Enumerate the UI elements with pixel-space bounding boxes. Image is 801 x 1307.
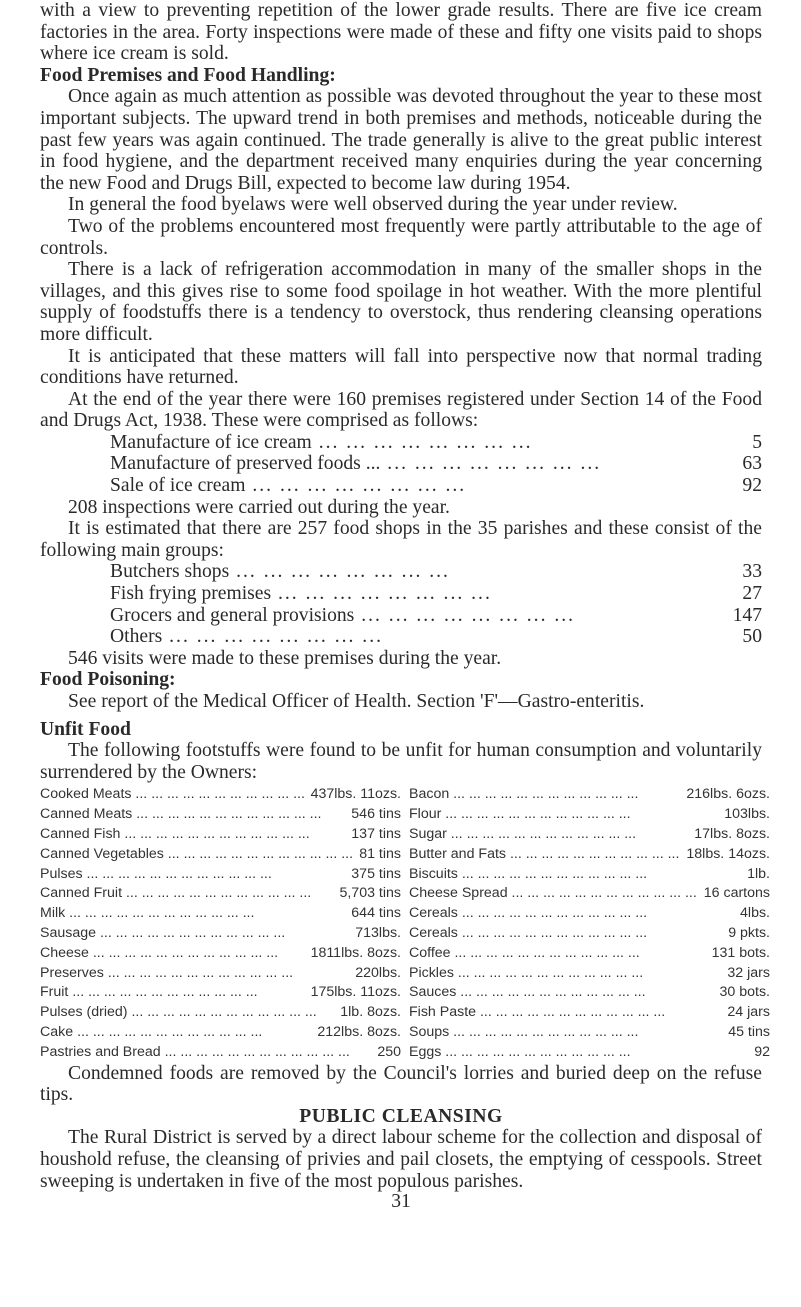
item-quantity: 250 — [373, 1043, 401, 1063]
table-row — [40, 924, 401, 944]
shop-groups-list — [40, 561, 762, 647]
table-row — [40, 1043, 401, 1063]
item-quantity: 9 pkts. — [724, 924, 770, 944]
item-quantity: 18lbs. 14ozs. — [682, 845, 770, 865]
item-name: Bacon ... . — [409, 785, 682, 805]
item-name: Canned Fruit ... . — [40, 884, 335, 904]
table-row — [409, 805, 770, 825]
unfit-food-heading: Unfit Food — [40, 718, 131, 740]
item-quantity: 175lbs. 11ozs. — [307, 983, 401, 1003]
item-name: Canned Meats ... . — [40, 805, 347, 825]
table-row — [40, 845, 401, 865]
unfit-food-left-column — [40, 785, 401, 1062]
food-premises-heading: Food Premises and Food Handling: — [40, 64, 336, 86]
food-premises-paragraph: At the end of the year there were 160 premises registered under Section 14 of the Food and Drugs Act, 1938. These were comprised as follows: — [40, 388, 762, 432]
list-item: Butchers shops ... . 33 — [40, 561, 762, 583]
unfit-food-right-column — [401, 785, 770, 1062]
list-item: Grocers and general provisions ... . 147 — [40, 605, 762, 627]
table-row — [40, 884, 401, 904]
table-row — [409, 825, 770, 845]
table-row — [409, 845, 770, 865]
item-quantity: 30 bots. — [716, 983, 770, 1003]
public-cleansing-heading: PUBLIC CLEANSING — [299, 1105, 503, 1127]
table-row — [40, 1023, 401, 1043]
list-item: Others ... . 50 — [40, 626, 762, 648]
item-name: Cheese ... . — [40, 944, 307, 964]
list-item: Manufacture of ice cream ... . 5 — [40, 432, 762, 454]
food-premises-paragraph: It is anticipated that these matters will fall into perspective now that normal trading conditions have returned. — [40, 345, 762, 389]
item-name: Cooked Meats ... . — [40, 785, 307, 805]
table-row — [409, 904, 770, 924]
table-row — [40, 805, 401, 825]
item-quantity: 437lbs. 11ozs. — [307, 785, 401, 805]
item-name: Fish Paste ... . — [409, 1003, 723, 1023]
table-row — [409, 983, 770, 1003]
food-poisoning-text: See report of the Medical Officer of Health. Section 'F'—Gastro-enteritis. — [68, 691, 645, 712]
item-quantity: 375 tins — [347, 865, 401, 885]
table-row — [409, 944, 770, 964]
item-name: Pastries and Bread ... . — [40, 1043, 373, 1063]
table-row — [40, 964, 401, 984]
table-row — [40, 825, 401, 845]
item-quantity: 644 tins — [347, 904, 401, 924]
visits-line: 546 visits were made to these premises during the year. — [68, 647, 502, 669]
table-row — [409, 865, 770, 885]
item-name: Canned Vegetables ... . — [40, 845, 355, 865]
item-quantity: 212lbs. 8ozs. — [313, 1023, 401, 1043]
item-name: Sugar ... . — [409, 825, 690, 845]
item-quantity: 103lbs. — [720, 805, 770, 825]
table-row — [40, 785, 401, 805]
item-quantity: 713lbs. — [351, 924, 401, 944]
item-name: Preserves ... . — [40, 964, 351, 984]
item-name: Eggs ... . — [409, 1043, 750, 1063]
item-quantity: 45 tins — [724, 1023, 770, 1043]
item-name: Canned Fish ... . — [40, 825, 347, 845]
list-item: Manufacture of preserved foods ... ... . 63 — [40, 453, 762, 475]
table-row — [409, 1003, 770, 1023]
table-row — [409, 884, 770, 904]
item-name: Cake ... . — [40, 1023, 313, 1043]
registered-premises-list — [40, 432, 762, 497]
public-cleansing-text: The Rural District is served by a direct labour scheme for the collection and disposal of houshold refuse, the cleansing of privies and pail closets, the emptying of cesspools. Street sweeping is undertaken in five of the most populous parishes. — [40, 1127, 762, 1192]
item-quantity: 546 tins — [347, 805, 401, 825]
shops-intro: It is estimated that there are 257 food shops in the 35 parishes and these consist of the following main groups: — [40, 518, 762, 561]
food-poisoning-heading: Food Poisoning: — [40, 669, 176, 691]
item-name: Soups ... . — [409, 1023, 724, 1043]
food-premises-paragraph: Two of the problems encountered most frequently were partly attributable to the age of controls. — [40, 215, 762, 259]
unfit-food-intro: The following footstuffs were found to be unfit for human consumption and voluntarily surrendered by the Owners: — [40, 740, 762, 783]
item-quantity: 1811lbs. 8ozs. — [307, 944, 401, 964]
list-item: Fish frying premises ... . 27 — [40, 583, 762, 605]
item-quantity: 5,703 tins — [335, 884, 401, 904]
list-item: Sale of ice cream ... . 92 — [40, 475, 762, 497]
item-name: Biscuits ... . — [409, 865, 743, 885]
food-premises-paragraph: Once again as much attention as possible was devoted throughout the year to these most important subjects. The upward trend in both premises and methods, noticeable during the past few years was again continued. The trade generally is alive to the great public interest in food hygiene, and the department received many enquiries during the year concerning the new Food and Drugs Bill, expected to become law during 1954. — [40, 86, 762, 194]
table-row — [40, 1003, 401, 1023]
item-quantity: 92 — [750, 1043, 770, 1063]
item-name: Sauces ... . — [409, 983, 716, 1003]
table-row — [409, 964, 770, 984]
page-number: 31 — [391, 1191, 411, 1213]
item-name: Sausage ... . — [40, 924, 351, 944]
table-row — [40, 904, 401, 924]
item-quantity: 131 bots. — [708, 944, 770, 964]
table-row — [40, 983, 401, 1003]
item-name: Cheese Spread ... . — [409, 884, 700, 904]
item-quantity: 216lbs. 6ozs. — [682, 785, 770, 805]
item-name: Butter and Fats ... . — [409, 845, 682, 865]
item-name: Cereals ... . — [409, 904, 736, 924]
item-quantity: 1lb. 8ozs. — [336, 1003, 401, 1023]
item-quantity: 81 tins — [355, 845, 401, 865]
item-quantity: 24 jars — [723, 1003, 770, 1023]
item-name: Flour ... . — [409, 805, 720, 825]
item-name: Pulses ... . — [40, 865, 347, 885]
item-quantity: 1lb. — [743, 865, 770, 885]
text-column — [40, 0, 770, 1213]
table-row — [409, 785, 770, 805]
table-row — [409, 1043, 770, 1063]
item-name: Fruit ... . — [40, 983, 307, 1003]
item-quantity: 4lbs. — [736, 904, 770, 924]
food-premises-paragraph: In general the food byelaws were well observed during the year under review. — [68, 194, 678, 216]
table-row — [40, 944, 401, 964]
table-row — [409, 1023, 770, 1043]
intro-paragraph: with a view to preventing repetition of the lower grade results. There are five ice cream factories in the area. Forty inspections were made of these and fifty one visits paid to shops where ice cream is sold. — [40, 0, 762, 65]
table-row — [409, 924, 770, 944]
item-quantity: 137 tins — [347, 825, 401, 845]
item-name: Pickles ... . — [409, 964, 723, 984]
inspections-line: 208 inspections were carried out during the year. — [68, 496, 450, 518]
item-name: Pulses (dried) ... . — [40, 1003, 336, 1023]
item-quantity: 16 cartons — [700, 884, 770, 904]
table-row — [40, 865, 401, 885]
item-quantity: 220lbs. — [351, 964, 401, 984]
item-quantity: 17lbs. 8ozs. — [690, 825, 770, 845]
unfit-food-closing: Condemned foods are removed by the Council's lorries and buried deep on the refuse tips. — [40, 1062, 762, 1106]
item-name: Cereals ... . — [409, 924, 724, 944]
unfit-food-table — [40, 785, 770, 1062]
item-name: Milk ... . — [40, 904, 347, 924]
item-name: Coffee ... . — [409, 944, 708, 964]
item-quantity: 32 jars — [723, 964, 770, 984]
food-premises-paragraph: There is a lack of refrigeration accommodation in many of the smaller shops in the villages, and this gives rise to some food spoilage in hot weather. With the more plentiful supply of foodstuffs there is a tendency to overstock, thus rendering cleansing operations more difficult. — [40, 259, 762, 345]
